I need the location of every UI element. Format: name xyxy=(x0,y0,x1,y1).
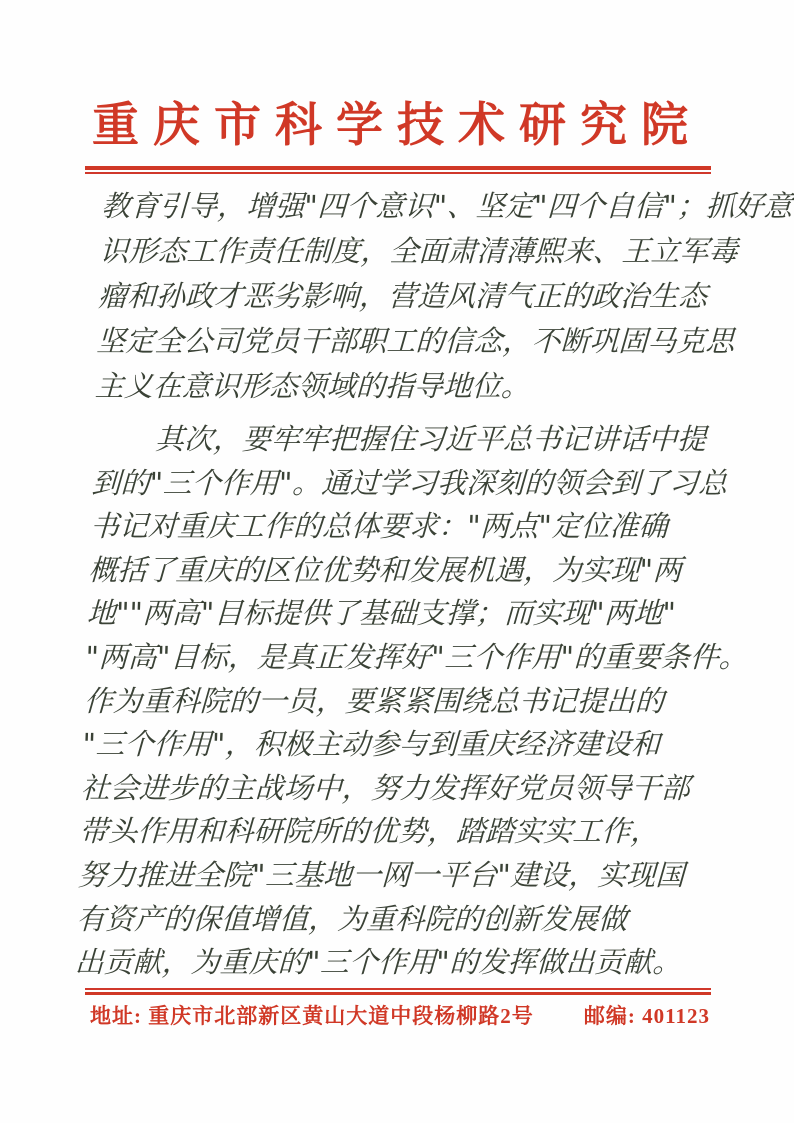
handwritten-body xyxy=(74,184,794,985)
header-divider-rule xyxy=(85,166,711,174)
handwritten-line: 其次，要牢牢把握住习近平总书记讲话中提 xyxy=(154,422,707,456)
handwritten-line: 坚定全公司党员干部职工的信念，不断巩固马克思 xyxy=(95,324,736,358)
handwritten-line: 努力推进全院"三基地一网一平台"建设，实现国 xyxy=(77,857,686,892)
handwritten-line: 教育引导，增强"四个意识"、坚定"四个自信"；抓好意 xyxy=(100,189,794,223)
handwritten-line: 瘤和孙政才恶劣影响，营造风清气正的政治生态 xyxy=(97,279,708,313)
handwritten-line: 出贡献，为重庆的"三个作用"的发挥做出贡献。 xyxy=(74,945,683,980)
handwritten-line: 概括了重庆的区位优势和发展机遇，为实现"两 xyxy=(87,552,683,587)
handwritten-line: "三个作用"，积极主动参与到重庆经济建设和 xyxy=(81,727,661,762)
handwritten-line: 作为重科院的一员，要紧紧围绕总书记提出的 xyxy=(83,683,665,718)
footer-postcode: 邮编: 401123 xyxy=(583,1004,710,1028)
footer-address: 地址: 重庆市北部新区黄山大道中段杨柳路2号 xyxy=(90,1004,534,1028)
handwritten-line: 主义在意识形态领域的指导地位。 xyxy=(94,369,531,403)
handwritten-line: 社会进步的主战场中，努力发挥好党员领导干部 xyxy=(80,770,691,805)
footer xyxy=(90,1000,710,1030)
handwritten-line: 有资产的保值增值，为重科院的创新发展做 xyxy=(75,901,628,936)
handwritten-line: 识形态工作责任制度，全面肃清薄熙来、王立军毒 xyxy=(99,234,739,268)
letterhead-title: 重庆市科学技术研究院 xyxy=(92,100,702,152)
handwritten-line: 书记对重庆工作的总体要求："两点"定位准确 xyxy=(89,509,669,544)
paragraph-1 xyxy=(94,184,794,409)
handwritten-line: 地""两高"目标提供了基础支撑；而实现"两地" xyxy=(86,596,677,631)
handwritten-line: "两高"目标，是真正发挥好"三个作用"的重要条件。 xyxy=(84,639,749,674)
paragraph-2 xyxy=(74,418,749,985)
handwritten-line: 带头作用和科研院所的优势，踏踏实实工作， xyxy=(78,814,660,849)
footer-divider-rule xyxy=(85,988,711,995)
handwritten-line: 到的"三个作用"。通过学习我深刻的领会到了习总 xyxy=(90,465,728,500)
